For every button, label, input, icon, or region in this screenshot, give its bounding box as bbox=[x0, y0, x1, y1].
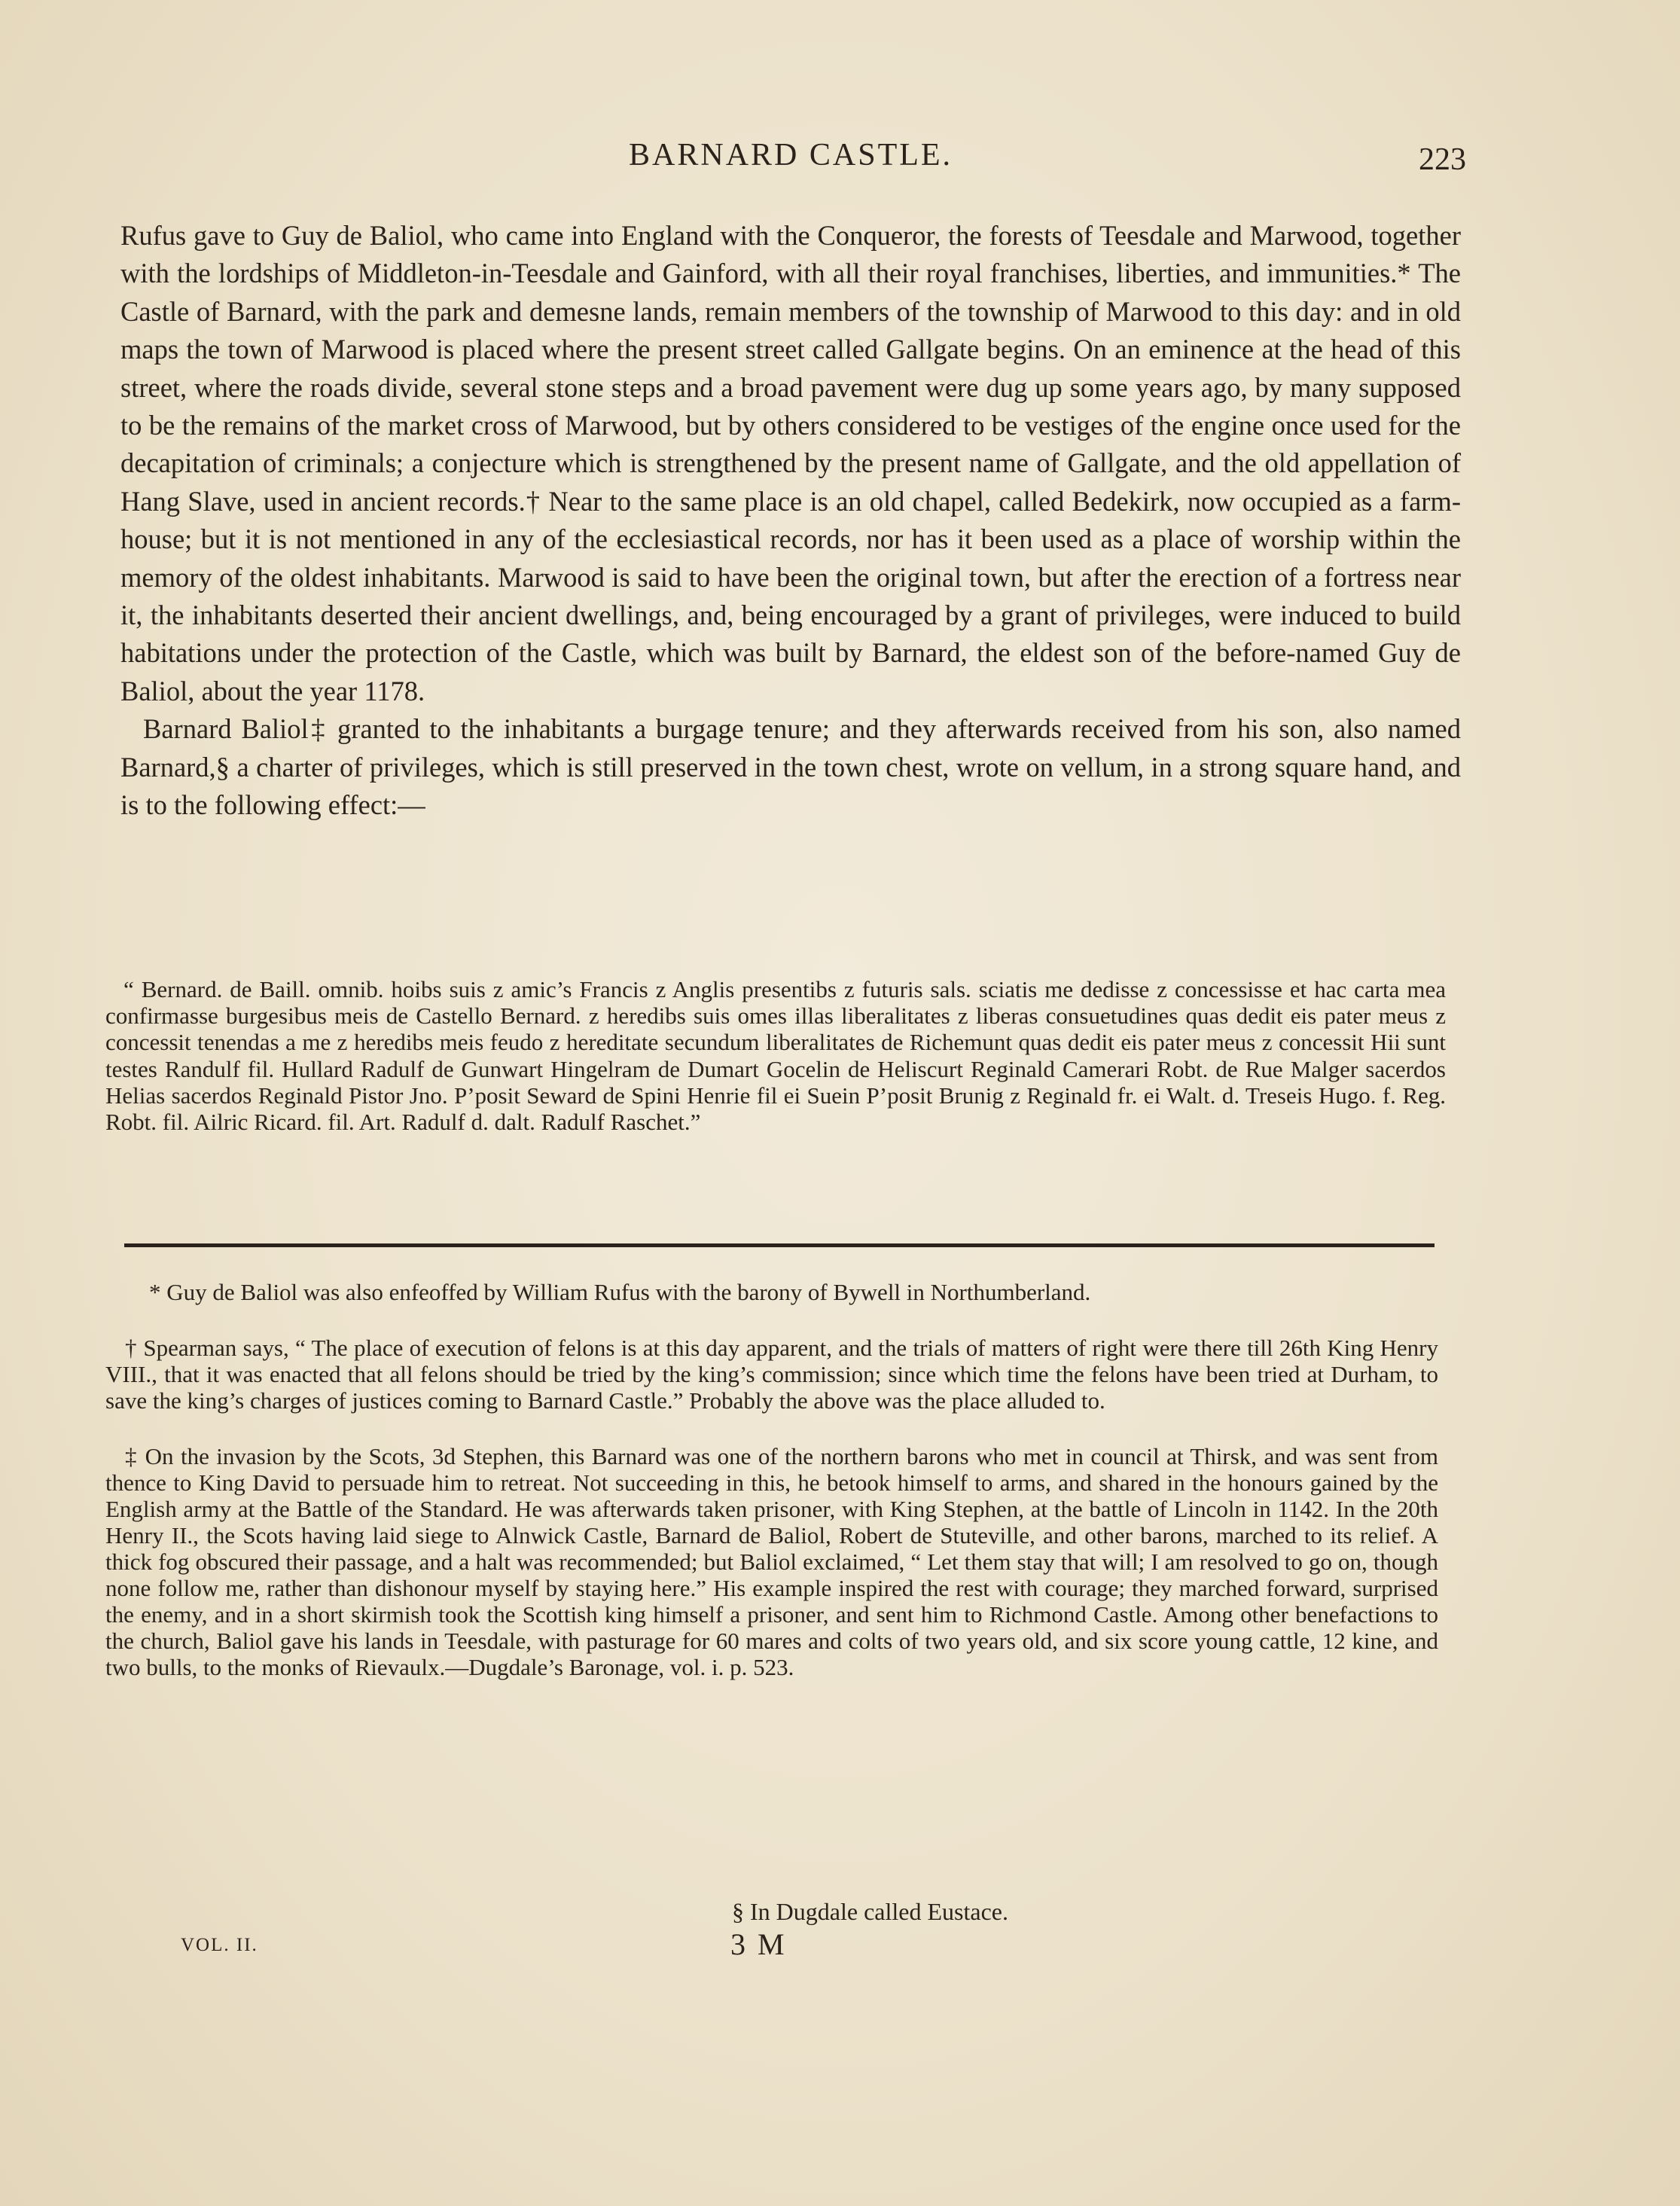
body-paragraph-1: Rufus gave to Guy de Baliol, who came into England with the Conqueror, the forests of Teesdale and Marwood, together with the lordships of Middleton-in-Teesdale and Gainford, with all their royal franchises, liberties, and immunities.* The Castle of Barnard, with the park and demesne lands, remain members of the township of Marwood to this day: and in old maps the town of Marwood is placed where the present street called Gallgate begins. On an eminence at the head of this street, where the roads divide, several stone steps and a broad pavement were dug up some years ago, by many supposed to be the remains of the market cross of Marwood, but by others considered to be vestiges of the engine once used for the decapitation of criminals; a conjecture which is strengthened by the present name of Gallgate, and the old appellation of Hang Slave, used in ancient records.† Near to the same place is an old chapel, called Bedekirk, now occupied as a farm-house; but it is not mentioned in any of the ecclesiastical records, nor has it been used as a place of worship within the memory of the oldest inhabitants. Marwood is said to have been the original town, but after the erection of a fortress near it, the inhabitants deserted their ancient dwellings, and, being encouraged by a grant of privileges, were induced to build habitations under the protection of the Castle, which was built by Barnard, the eldest son of the before-named Guy de Baliol, about the year 1178. bbox=[120, 220, 1461, 706]
footnote-double-dagger: ‡ On the invasion by the Scots, 3d Stephen, this Barnard was one of the northern barons who met in council at Thirsk, and was sent from thence to King David to persuade him to retreat. Not succeeding in this, he betook himself to arms, and shared in the honours gained by the English army at the Battle of the Standard. He was afterwards taken prisoner, with King Stephen, at the battle of Lincoln in 1142. In the 20th Henry II., the Scots having laid siege to Alnwick Castle, Barnard de Baliol, Robert de Stuteville, and other barons, marched to its relief. A thick fog obscured their passage, and a halt was recommended; but Baliol exclaimed, “ Let them stay that will; I am resolved to go on, though none follow me, rather than dishonour myself by staying here.” His example inspired the rest with courage; they marched forward, surprised the enemy, and in a short skirmish took the Scottish king himself a prisoner, and sent him to Richmond Castle. Among other benefactions to the church, Baliol gave his lands in Teesdale, with pasturage for 60 mares and colts of two years old, and six score young cattle, 12 kine, and two bulls, to the monks of Rievaulx.—Dugdale’s Baronage, vol. i. p. 523. bbox=[105, 1443, 1438, 1680]
main-text bbox=[120, 217, 1461, 825]
footnote-dagger: † Spearman says, “ The place of execution of felons is at this day apparent, and the trials of matters of right were there till 26th King Henry VIII., that it was enacted that all felons should be tried by the king’s commission; since which time the felons have been tried at Durham, to save the king’s charges of justices coming to Barnard Castle.” Probably the above was the place alluded to. bbox=[105, 1335, 1438, 1414]
signature-mark: 3 M bbox=[730, 1927, 787, 1961]
volume-label: VOL. II. bbox=[181, 1935, 258, 1955]
page-number: 223 bbox=[1419, 142, 1466, 177]
footnotes bbox=[105, 1279, 1438, 1680]
page-header bbox=[0, 137, 1680, 182]
charter-quotation: “ Bernard. de Baill. omnib. hoibs suis z amic’s Francis z Anglis presentibs z futuris sals. sciatis me dedisse z concessisse et hac carta mea confirmasse burgesibus meis de Castello Bernard. z heredibs suis omes illas liberalitates z liberas consuetudines quas dedit eis pater meus z concessit tenendas a me z heredibs meis feudo z hereditate secundum liberalitates de Richemunt quas dedit eis pater meus z concessit Hii sunt testes Randulf fil. Hullard Radulf de Gunwart Hingelram de Dumart Gocelin de Heliscurt Reginald Camerari Robt. de Rue Malger sacerdos Helias sacerdos Reginald Pistor Jno. P’posit Seward de Spini Henrie fil ei Suein P’posit Brunig z Reginald fr. ei Walt. d. Treseis Hugo. f. Reg. Robt. fil. Ailric Ricard. fil. Art. Radulf d. dalt. Radulf Raschet.” bbox=[105, 976, 1446, 1136]
footnote-asterisk: * Guy de Baliol was also enfeoffed by William Rufus with the barony of Bywell in Northumberland. bbox=[149, 1279, 1091, 1305]
footnote-divider bbox=[124, 1243, 1435, 1247]
running-title: BARNARD CASTLE. bbox=[629, 138, 953, 172]
body-paragraph-2: Barnard Baliol‡ granted to the inhabitants a burgage tenure; and they afterwards received from his son, also named Barnard,§ a charter of privileges, which is still preserved in the town chest, wrote on vellum, in a strong square hand, and is to the following effect:— bbox=[120, 713, 1461, 821]
footnote-section: § In Dugdale called Eustace. bbox=[732, 1898, 1008, 1925]
